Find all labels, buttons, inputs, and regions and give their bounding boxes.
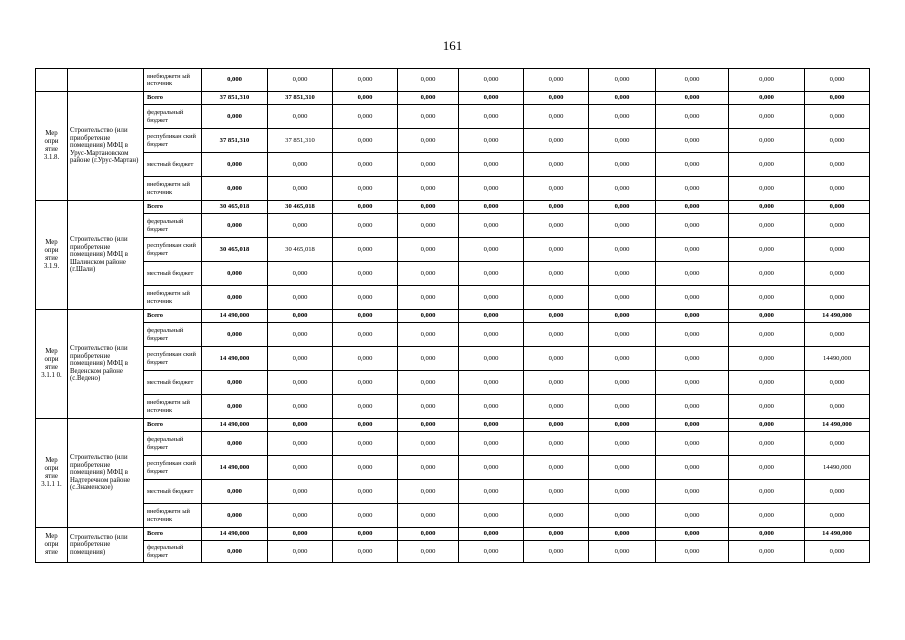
amount-cell: 14 490,000 xyxy=(202,528,268,541)
amount-cell: 0,000 xyxy=(729,395,805,419)
table-row xyxy=(36,92,870,105)
amount-cell: 0,000 xyxy=(589,214,656,238)
amount-cell: 0,000 xyxy=(459,419,524,432)
amount-cell: 0,000 xyxy=(524,286,589,310)
amount-cell: 0,000 xyxy=(656,92,729,105)
amount-cell: 0,000 xyxy=(589,129,656,153)
amount-cell: 0,000 xyxy=(656,504,729,528)
amount-cell: 0,000 xyxy=(333,323,398,347)
amount-cell: 0,000 xyxy=(524,214,589,238)
amount-cell: 0,000 xyxy=(333,480,398,504)
amount-cell: 0,000 xyxy=(589,310,656,323)
amount-cell: 37 851,310 xyxy=(268,129,333,153)
amount-cell: 0,000 xyxy=(524,129,589,153)
amount-cell: 0,000 xyxy=(202,504,268,528)
amount-cell: 0,000 xyxy=(459,541,524,563)
amount-cell: 0,000 xyxy=(729,286,805,310)
amount-cell: 0,000 xyxy=(459,323,524,347)
amount-cell: 0,000 xyxy=(202,323,268,347)
amount-cell: 14 490,000 xyxy=(202,310,268,323)
amount-cell: 0,000 xyxy=(268,214,333,238)
amount-cell: 14490,000 xyxy=(805,456,870,480)
amount-cell: 37 851,310 xyxy=(268,92,333,105)
amount-cell: 0,000 xyxy=(656,238,729,262)
funding-source-cell: внебюджетн ый источник xyxy=(144,504,202,528)
amount-cell: 0,000 xyxy=(524,238,589,262)
funding-source-cell: внебюджетн ый источник xyxy=(144,286,202,310)
amount-cell: 0,000 xyxy=(524,310,589,323)
amount-cell: 0,000 xyxy=(398,238,459,262)
amount-cell: 14490,000 xyxy=(805,347,870,371)
amount-cell: 0,000 xyxy=(805,69,870,92)
amount-cell: 0,000 xyxy=(524,504,589,528)
table-row xyxy=(36,310,870,323)
table-row xyxy=(36,456,870,480)
amount-cell: 0,000 xyxy=(459,105,524,129)
amount-cell: 0,000 xyxy=(459,310,524,323)
amount-cell: 0,000 xyxy=(729,541,805,563)
amount-cell: 0,000 xyxy=(656,201,729,214)
table-row xyxy=(36,201,870,214)
budget-table xyxy=(35,68,870,563)
measure-code-cell: Мер опри ятие xyxy=(36,528,68,563)
amount-cell: 0,000 xyxy=(805,395,870,419)
funding-source-cell: внебюджетн ый источник xyxy=(144,177,202,201)
amount-cell: 0,000 xyxy=(459,129,524,153)
funding-source-cell: республикан ский бюджет xyxy=(144,347,202,371)
amount-cell: 0,000 xyxy=(729,456,805,480)
amount-cell: 0,000 xyxy=(805,153,870,177)
amount-cell: 0,000 xyxy=(459,456,524,480)
amount-cell: 14 490,000 xyxy=(202,347,268,371)
amount-cell: 0,000 xyxy=(805,323,870,347)
amount-cell: 0,000 xyxy=(333,105,398,129)
amount-cell: 0,000 xyxy=(398,371,459,395)
amount-cell: 0,000 xyxy=(398,153,459,177)
amount-cell: 0,000 xyxy=(656,456,729,480)
amount-cell: 0,000 xyxy=(805,92,870,105)
amount-cell: 0,000 xyxy=(268,371,333,395)
amount-cell: 0,000 xyxy=(398,432,459,456)
amount-cell: 0,000 xyxy=(805,286,870,310)
amount-cell: 0,000 xyxy=(333,262,398,286)
amount-cell: 0,000 xyxy=(333,432,398,456)
amount-cell: 0,000 xyxy=(729,201,805,214)
amount-cell: 0,000 xyxy=(589,92,656,105)
amount-cell: 0,000 xyxy=(589,504,656,528)
funding-source-cell: федеральный бюджет xyxy=(144,323,202,347)
funding-source-cell: внебюджетн ый источник xyxy=(144,69,202,92)
amount-cell: 0,000 xyxy=(805,238,870,262)
amount-cell: 0,000 xyxy=(333,286,398,310)
amount-cell: 37 851,310 xyxy=(202,92,268,105)
amount-cell: 0,000 xyxy=(333,92,398,105)
amount-cell: 0,000 xyxy=(333,528,398,541)
amount-cell: 0,000 xyxy=(656,105,729,129)
amount-cell: 0,000 xyxy=(656,419,729,432)
amount-cell: 0,000 xyxy=(524,395,589,419)
funding-source-cell: внебюджетн ый источник xyxy=(144,395,202,419)
amount-cell: 0,000 xyxy=(589,286,656,310)
amount-cell: 0,000 xyxy=(805,504,870,528)
amount-cell: 0,000 xyxy=(268,528,333,541)
amount-cell: 0,000 xyxy=(729,310,805,323)
amount-cell: 0,000 xyxy=(333,310,398,323)
amount-cell: 0,000 xyxy=(459,432,524,456)
amount-cell: 0,000 xyxy=(333,347,398,371)
amount-cell: 0,000 xyxy=(524,480,589,504)
amount-cell: 0,000 xyxy=(729,214,805,238)
table-row xyxy=(36,105,870,129)
funding-source-cell: республикан ский бюджет xyxy=(144,129,202,153)
amount-cell: 0,000 xyxy=(333,395,398,419)
amount-cell: 0,000 xyxy=(268,432,333,456)
amount-cell: 0,000 xyxy=(333,504,398,528)
amount-cell: 0,000 xyxy=(805,177,870,201)
amount-cell: 0,000 xyxy=(589,480,656,504)
measure-name-cell xyxy=(68,69,144,92)
amount-cell: 0,000 xyxy=(524,432,589,456)
amount-cell: 0,000 xyxy=(805,371,870,395)
amount-cell: 30 465,018 xyxy=(268,238,333,262)
amount-cell: 0,000 xyxy=(524,528,589,541)
amount-cell: 0,000 xyxy=(589,177,656,201)
amount-cell: 30 465,018 xyxy=(202,238,268,262)
table-row xyxy=(36,419,870,432)
amount-cell: 0,000 xyxy=(202,395,268,419)
amount-cell: 0,000 xyxy=(656,541,729,563)
amount-cell: 0,000 xyxy=(333,177,398,201)
amount-cell: 0,000 xyxy=(805,214,870,238)
amount-cell: 0,000 xyxy=(524,69,589,92)
table-row xyxy=(36,371,870,395)
table-row xyxy=(36,286,870,310)
table-row xyxy=(36,238,870,262)
amount-cell: 0,000 xyxy=(589,456,656,480)
table-row xyxy=(36,541,870,563)
amount-cell: 0,000 xyxy=(333,201,398,214)
measure-code-cell: Мер опри ятие 3.1.8. xyxy=(36,92,68,201)
amount-cell: 0,000 xyxy=(729,432,805,456)
amount-cell: 0,000 xyxy=(459,480,524,504)
amount-cell: 0,000 xyxy=(268,286,333,310)
amount-cell: 30 465,018 xyxy=(268,201,333,214)
amount-cell: 0,000 xyxy=(589,201,656,214)
amount-cell: 0,000 xyxy=(729,129,805,153)
amount-cell: 0,000 xyxy=(202,69,268,92)
funding-source-cell: Всего xyxy=(144,528,202,541)
measure-name-cell: Строительство (или приобретение помещения) МФЦ в Шалинском районе (г.Шали) xyxy=(68,201,144,310)
funding-source-cell: федеральный бюджет xyxy=(144,214,202,238)
funding-source-cell: местный бюджет xyxy=(144,371,202,395)
amount-cell: 0,000 xyxy=(268,153,333,177)
amount-cell: 0,000 xyxy=(656,153,729,177)
amount-cell: 0,000 xyxy=(268,419,333,432)
amount-cell: 0,000 xyxy=(589,105,656,129)
amount-cell: 0,000 xyxy=(268,310,333,323)
amount-cell: 0,000 xyxy=(459,504,524,528)
amount-cell: 0,000 xyxy=(459,238,524,262)
amount-cell: 0,000 xyxy=(805,541,870,563)
amount-cell: 0,000 xyxy=(589,238,656,262)
amount-cell: 0,000 xyxy=(268,456,333,480)
table-row xyxy=(36,395,870,419)
amount-cell: 0,000 xyxy=(398,541,459,563)
funding-source-cell: местный бюджет xyxy=(144,262,202,286)
funding-source-cell: республикан ский бюджет xyxy=(144,456,202,480)
table-row xyxy=(36,262,870,286)
table-row xyxy=(36,432,870,456)
amount-cell: 0,000 xyxy=(333,456,398,480)
amount-cell: 0,000 xyxy=(398,214,459,238)
amount-cell: 0,000 xyxy=(202,262,268,286)
amount-cell: 0,000 xyxy=(589,432,656,456)
amount-cell: 0,000 xyxy=(656,129,729,153)
amount-cell: 14 490,000 xyxy=(805,419,870,432)
amount-cell: 0,000 xyxy=(398,347,459,371)
amount-cell: 0,000 xyxy=(729,262,805,286)
amount-cell: 0,000 xyxy=(656,371,729,395)
measure-name-cell: Строительство (или приобретение помещения) xyxy=(68,528,144,563)
amount-cell: 0,000 xyxy=(333,129,398,153)
table-row xyxy=(36,528,870,541)
amount-cell: 0,000 xyxy=(589,395,656,419)
amount-cell: 0,000 xyxy=(656,347,729,371)
amount-cell: 0,000 xyxy=(398,105,459,129)
measure-name-cell: Строительство (или приобретение помещения) МФЦ в Урус-Мартановском районе (г.Урус-Мартан) xyxy=(68,92,144,201)
amount-cell: 30 465,018 xyxy=(202,201,268,214)
funding-source-cell: федеральный бюджет xyxy=(144,105,202,129)
amount-cell: 0,000 xyxy=(656,395,729,419)
amount-cell: 0,000 xyxy=(656,432,729,456)
table-row xyxy=(36,214,870,238)
amount-cell: 0,000 xyxy=(333,214,398,238)
amount-cell: 0,000 xyxy=(524,177,589,201)
amount-cell: 0,000 xyxy=(805,480,870,504)
amount-cell: 0,000 xyxy=(202,214,268,238)
funding-source-cell: Всего xyxy=(144,201,202,214)
amount-cell: 0,000 xyxy=(459,347,524,371)
amount-cell: 0,000 xyxy=(656,214,729,238)
amount-cell: 0,000 xyxy=(524,347,589,371)
page-number: 161 xyxy=(442,38,463,53)
amount-cell: 0,000 xyxy=(524,153,589,177)
amount-cell: 0,000 xyxy=(459,262,524,286)
amount-cell: 0,000 xyxy=(805,129,870,153)
amount-cell: 0,000 xyxy=(589,528,656,541)
amount-cell: 0,000 xyxy=(729,480,805,504)
amount-cell: 0,000 xyxy=(524,201,589,214)
amount-cell: 0,000 xyxy=(398,92,459,105)
amount-cell: 0,000 xyxy=(268,323,333,347)
amount-cell: 0,000 xyxy=(398,456,459,480)
amount-cell: 0,000 xyxy=(202,541,268,563)
amount-cell: 0,000 xyxy=(333,541,398,563)
amount-cell: 0,000 xyxy=(268,395,333,419)
amount-cell: 0,000 xyxy=(729,504,805,528)
amount-cell: 0,000 xyxy=(524,92,589,105)
funding-source-cell: местный бюджет xyxy=(144,153,202,177)
amount-cell: 0,000 xyxy=(459,201,524,214)
amount-cell: 0,000 xyxy=(459,286,524,310)
amount-cell: 14 490,000 xyxy=(202,456,268,480)
amount-cell: 0,000 xyxy=(459,528,524,541)
amount-cell: 0,000 xyxy=(398,262,459,286)
amount-cell: 0,000 xyxy=(805,432,870,456)
table-row xyxy=(36,504,870,528)
amount-cell: 14 490,000 xyxy=(805,310,870,323)
measure-name-cell: Строительство (или приобретение помещения) МФЦ в Надтеречном районе (с.Знаменское) xyxy=(68,419,144,528)
measure-code-cell: Мер опри ятие 3.1.1 1. xyxy=(36,419,68,528)
measure-code-cell: Мер опри ятие 3.1.9. xyxy=(36,201,68,310)
amount-cell: 0,000 xyxy=(589,419,656,432)
measure-code-cell: Мер опри ятие 3.1.1 0. xyxy=(36,310,68,419)
amount-cell: 0,000 xyxy=(729,105,805,129)
amount-cell: 0,000 xyxy=(729,92,805,105)
amount-cell: 0,000 xyxy=(398,201,459,214)
amount-cell: 0,000 xyxy=(459,69,524,92)
amount-cell: 0,000 xyxy=(589,323,656,347)
amount-cell: 0,000 xyxy=(333,69,398,92)
measure-code-cell xyxy=(36,69,68,92)
amount-cell: 0,000 xyxy=(729,371,805,395)
amount-cell: 0,000 xyxy=(268,480,333,504)
amount-cell: 0,000 xyxy=(524,419,589,432)
amount-cell: 0,000 xyxy=(656,286,729,310)
amount-cell: 14 490,000 xyxy=(202,419,268,432)
amount-cell: 0,000 xyxy=(398,504,459,528)
amount-cell: 0,000 xyxy=(729,419,805,432)
amount-cell: 0,000 xyxy=(333,419,398,432)
amount-cell: 0,000 xyxy=(268,177,333,201)
table-row xyxy=(36,177,870,201)
amount-cell: 0,000 xyxy=(589,371,656,395)
funding-source-cell: Всего xyxy=(144,92,202,105)
amount-cell: 0,000 xyxy=(524,456,589,480)
amount-cell: 0,000 xyxy=(589,541,656,563)
amount-cell: 0,000 xyxy=(589,153,656,177)
amount-cell: 0,000 xyxy=(333,371,398,395)
amount-cell: 0,000 xyxy=(398,395,459,419)
amount-cell: 0,000 xyxy=(459,395,524,419)
amount-cell: 0,000 xyxy=(656,323,729,347)
amount-cell: 0,000 xyxy=(524,105,589,129)
amount-cell: 0,000 xyxy=(805,105,870,129)
amount-cell: 0,000 xyxy=(729,528,805,541)
amount-cell: 0,000 xyxy=(398,310,459,323)
measure-name-cell: Строительство (или приобретение помещения) МФЦ в Веденском районе (с.Ведено) xyxy=(68,310,144,419)
amount-cell: 0,000 xyxy=(656,310,729,323)
amount-cell: 0,000 xyxy=(805,201,870,214)
amount-cell: 0,000 xyxy=(268,105,333,129)
amount-cell: 0,000 xyxy=(398,69,459,92)
funding-source-cell: федеральный бюджет xyxy=(144,541,202,563)
amount-cell: 0,000 xyxy=(524,323,589,347)
amount-cell: 0,000 xyxy=(656,69,729,92)
amount-cell: 0,000 xyxy=(729,238,805,262)
amount-cell: 37 851,310 xyxy=(202,129,268,153)
amount-cell: 0,000 xyxy=(729,177,805,201)
amount-cell: 0,000 xyxy=(805,262,870,286)
amount-cell: 0,000 xyxy=(589,347,656,371)
amount-cell: 0,000 xyxy=(333,238,398,262)
amount-cell: 0,000 xyxy=(459,153,524,177)
amount-cell: 0,000 xyxy=(398,419,459,432)
funding-source-cell: республикан ский бюджет xyxy=(144,238,202,262)
amount-cell: 0,000 xyxy=(589,69,656,92)
amount-cell: 0,000 xyxy=(268,262,333,286)
amount-cell: 0,000 xyxy=(398,177,459,201)
funding-source-cell: Всего xyxy=(144,419,202,432)
table-row xyxy=(36,129,870,153)
amount-cell: 0,000 xyxy=(656,480,729,504)
amount-cell: 0,000 xyxy=(398,286,459,310)
amount-cell: 0,000 xyxy=(202,371,268,395)
amount-cell: 0,000 xyxy=(729,69,805,92)
amount-cell: 0,000 xyxy=(398,323,459,347)
table-row xyxy=(36,323,870,347)
amount-cell: 0,000 xyxy=(656,177,729,201)
funding-source-cell: Всего xyxy=(144,310,202,323)
amount-cell: 0,000 xyxy=(202,153,268,177)
funding-source-cell: федеральный бюджет xyxy=(144,432,202,456)
amount-cell: 0,000 xyxy=(333,153,398,177)
amount-cell: 0,000 xyxy=(729,323,805,347)
amount-cell: 0,000 xyxy=(524,371,589,395)
table-row xyxy=(36,69,870,92)
amount-cell: 0,000 xyxy=(202,480,268,504)
amount-cell: 0,000 xyxy=(268,541,333,563)
funding-source-cell: местный бюджет xyxy=(144,480,202,504)
amount-cell: 0,000 xyxy=(268,347,333,371)
amount-cell: 0,000 xyxy=(459,92,524,105)
table-row xyxy=(36,480,870,504)
amount-cell: 0,000 xyxy=(656,528,729,541)
amount-cell: 0,000 xyxy=(729,153,805,177)
amount-cell: 0,000 xyxy=(398,480,459,504)
amount-cell: 0,000 xyxy=(524,262,589,286)
amount-cell: 0,000 xyxy=(202,177,268,201)
amount-cell: 0,000 xyxy=(459,371,524,395)
amount-cell: 14 490,000 xyxy=(805,528,870,541)
table-row xyxy=(36,153,870,177)
amount-cell: 0,000 xyxy=(398,129,459,153)
amount-cell: 0,000 xyxy=(202,432,268,456)
amount-cell: 0,000 xyxy=(656,262,729,286)
amount-cell: 0,000 xyxy=(459,214,524,238)
amount-cell: 0,000 xyxy=(202,105,268,129)
amount-cell: 0,000 xyxy=(729,347,805,371)
table-row xyxy=(36,347,870,371)
amount-cell: 0,000 xyxy=(398,528,459,541)
amount-cell: 0,000 xyxy=(589,262,656,286)
amount-cell: 0,000 xyxy=(268,504,333,528)
amount-cell: 0,000 xyxy=(524,541,589,563)
amount-cell: 0,000 xyxy=(459,177,524,201)
amount-cell: 0,000 xyxy=(268,69,333,92)
amount-cell: 0,000 xyxy=(202,286,268,310)
